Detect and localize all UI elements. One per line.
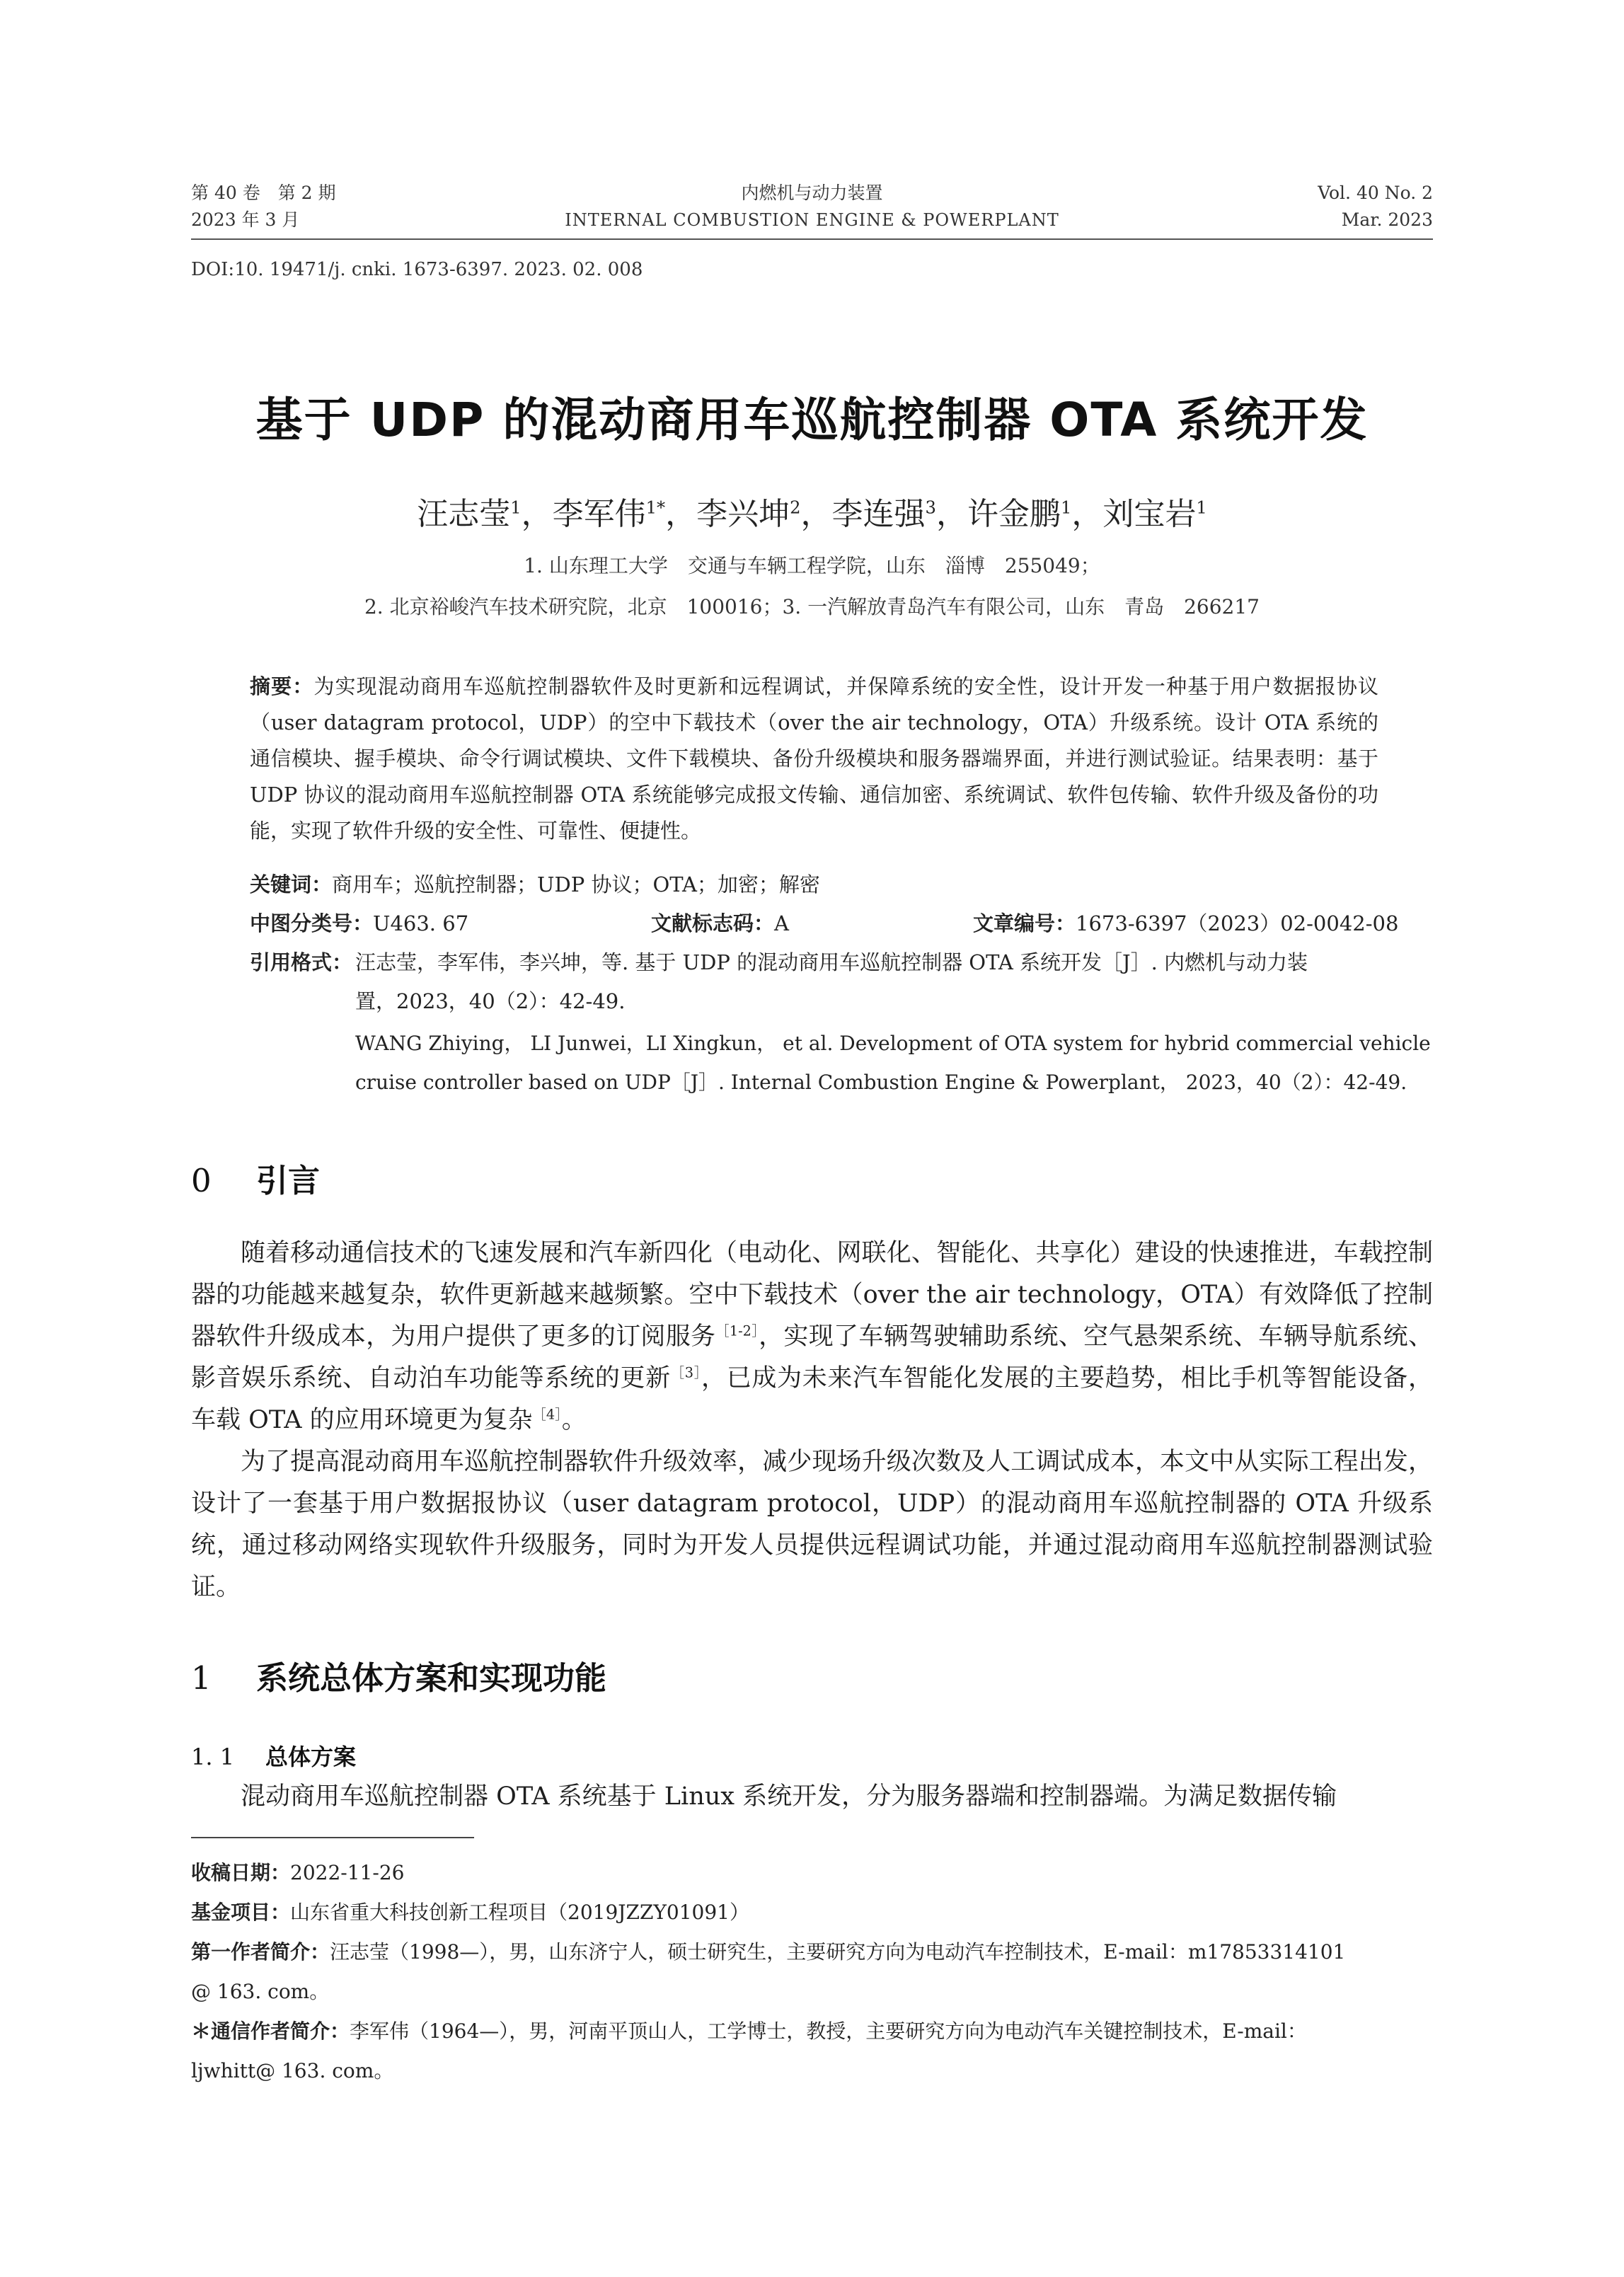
- intro-paragraph-2: 为了提高混动商用车巡航控制器软件升级效率，减少现场升级次数及人工调试成本，本文中从实际工程出发，设计了一套基于用户数据报协议（user datagram protocol，UDP）的混动商用车巡航控制器的 OTA 升级系统，通过移动网络实现软件升级服务，同时为开发人员提供远程调试功能，并通过混动商用车巡航控制器测试验证。: [191, 1448, 1433, 1601]
- section-heading-1: [191, 1652, 606, 1698]
- author-name: 刘宝岩: [1102, 496, 1197, 532]
- author-affil-mark: 3: [925, 497, 936, 518]
- affiliation-1: 1. 山东理工大学 交通与车辆工程学院，山东 淄博 255049；: [524, 554, 1100, 577]
- section-title: 系统总体方案和实现功能: [256, 1659, 607, 1697]
- doc-code-label: 文献标志码：: [651, 911, 775, 935]
- keywords-text: 商用车；巡航控制器；UDP 协议；OTA；加密；解密: [332, 872, 820, 897]
- section1-paragraph-1: 混动商用车巡航控制器 OTA 系统基于 Linux 系统开发，分为服务器端和控制器端。为满足数据传输: [241, 1782, 1337, 1811]
- author-name: 李连强: [831, 496, 926, 532]
- doc-code: [651, 909, 789, 938]
- header-rule: [191, 238, 1433, 240]
- citation-ref: ［3］: [670, 1364, 702, 1381]
- section-number: 1: [191, 1659, 212, 1697]
- author-list: 汪志莹$^1$，李军伟$^{1*}$，李兴坤$^2$，李连强$^3$，许金鹏$^1$，刘宝岩$^1$: [417, 496, 1207, 532]
- author-affil-mark: 1: [1060, 497, 1072, 518]
- author-name: 汪志莹: [417, 496, 511, 532]
- abstract: [250, 669, 1378, 849]
- footnote-corresponding-author-cont: ljwhitt@ 163. com。: [191, 2059, 394, 2082]
- affiliation-2: 2. 北京裕峻汽车技术研究院，北京 100016；3. 一汽解放青岛汽车有限公司，山东 青岛 266217: [364, 595, 1260, 618]
- author-name: 李军伟: [552, 496, 646, 532]
- footnote-rule: [191, 1837, 474, 1838]
- author-affil-mark: 2: [790, 497, 801, 518]
- footnote-fund: 基金项目：山东省重大科技创新工程项目（2019JZZY01091）: [191, 1901, 749, 1924]
- footnote-first-author: 第一作者简介：汪志莹（1998—），男，山东济宁人，硕士研究生，主要研究方向为电动汽车控制技术，E-mail：m17853314101: [191, 1940, 1346, 1964]
- header-month-year: Mar. 2023: [1341, 209, 1433, 230]
- subsection-number: 1. 1: [191, 1743, 235, 1770]
- footnote-first-author-cont: @ 163. com。: [191, 1980, 330, 2003]
- paper-title: 基于 UDP 的混动商用车巡航控制器 OTA 系统开发: [255, 393, 1369, 447]
- section-heading-0: [191, 1155, 320, 1201]
- citation-cn-line1: 汪志莹，李军伟，李兴坤，等. 基于 UDP 的混动商用车巡航控制器 OTA 系统开发［J］. 内燃机与动力装: [355, 950, 1308, 974]
- clc-value: U463. 67: [373, 911, 469, 935]
- subsection-title: 总体方案: [265, 1743, 357, 1770]
- header-vol-no: Vol. 40 No. 2: [1318, 183, 1433, 203]
- keywords-label: 关键词：: [250, 872, 333, 897]
- section-number: 0: [191, 1162, 212, 1199]
- section-title: 引言: [256, 1162, 321, 1199]
- citation-cn-line2: 置，2023，40（2）：42-49.: [355, 989, 626, 1013]
- abstract-text: 为实现混动商用车巡航控制器软件及时更新和远程调试，并保障系统的安全性，设计开发一种基于用户数据报协议（user datagram protocol，UDP）的空中下载技术（over the air technology，OTA）升级系统。设计 OTA 系统的通信模块、握手模块、命令行调试模块、文件下载模块、备份升级模块和服务器端界面，并进行测试验证。结果表明：基于 UDP 协议的混动商用车巡航控制器 OTA 系统能够完成报文传输、通信加密、系统调试、软件包传输、软件升级及备份的功能，实现了软件升级的安全性、可靠性、便捷性。: [250, 674, 1378, 843]
- footnote-received: 收稿日期：2022-11-26: [191, 1861, 405, 1884]
- clc-label: 中图分类号：: [250, 911, 374, 935]
- header-journal-cn: 内燃机与动力装置: [741, 183, 883, 203]
- header-date: 2023 年 3 月: [191, 209, 300, 230]
- citation-en-line2: cruise controller based on UDP［J］. Internal Combustion Engine & Powerplant， 2023，40（2）：42-49.: [355, 1071, 1407, 1094]
- author-name: 李兴坤: [696, 496, 790, 532]
- article-number: [973, 909, 1398, 938]
- subsection-heading-1-1: [191, 1739, 356, 1772]
- citation-label: 引用格式：: [250, 950, 353, 974]
- clc-number: [250, 909, 468, 938]
- author-affil-mark: 1*: [645, 497, 666, 518]
- header-volume-issue: 第 40 卷 第 2 期: [191, 183, 336, 203]
- header-journal-en: INTERNAL COMBUSTION ENGINE & POWERPLANT: [565, 210, 1059, 230]
- author-affil-mark: 1: [1196, 497, 1207, 518]
- abstract-label: 摘要：: [250, 674, 314, 698]
- author-name: 许金鹏: [967, 496, 1061, 532]
- article-number-value: 1673-6397（2023）02-0042-08: [1076, 911, 1399, 935]
- footnote-corresponding-author: ＊通信作者简介：李军伟（1964—），男，河南平顶山人，工学博士，教授，主要研究方向为电动汽车关键控制技术，E-mail：: [191, 2019, 1307, 2043]
- keywords: [250, 870, 820, 899]
- citation-en-line1: WANG Zhiying， LI Junwei，LI Xingkun， et al. Development of OTA system for hybrid commercial vehicle: [355, 1032, 1431, 1055]
- author-affil-mark: 1: [510, 497, 522, 518]
- doi: DOI:10. 19471/j. cnki. 1673-6397. 2023. 02. 008: [191, 259, 643, 280]
- citation-ref: ［1-2］: [715, 1322, 759, 1339]
- article-number-label: 文章编号：: [973, 911, 1076, 935]
- doc-code-value: A: [774, 911, 789, 935]
- intro-paragraph-1: 随着移动通信技术的飞速发展和汽车新四化（电动化、网联化、智能化、共享化）建设的快速推进，车载控制器的功能越来越复杂，软件更新越来越频繁。空中下载技术（over the air technology，OTA）有效降低了控制器软件升级成本，为用户提供了更多的订阅服务$^{[1-2]}$，实现了车辆驾驶辅助系统、空气悬架系统、车辆导航系统、影音娱乐系统、自动泊车功能等系统的更新$^{[3]}$，已成为未来汽车智能化发展的主要趋势，相比手机等智能设备，车载 OTA 的应用环境更为复杂$^{[4]}$。: [191, 1239, 1433, 1434]
- citation-ref: ［4］: [532, 1406, 562, 1423]
